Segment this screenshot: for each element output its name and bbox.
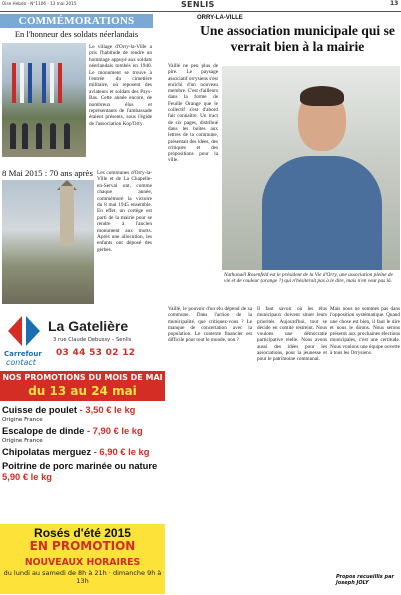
supermarket-ad[interactable] [0,312,165,595]
roses-banner [0,524,165,594]
commemorations-heading: COMMÉMORATIONS [0,14,153,28]
roses-subtitle: EN PROMOTION [29,539,136,553]
header-rule [0,11,401,12]
article-kicker: ORRY-LA-VILLE [197,15,243,21]
shop-address: 3 rue Claude Debussy – Senlis [53,337,132,343]
carrefour-logo-icon [4,312,44,350]
origin-label: Origine France [2,438,43,444]
promo-banner [0,371,165,401]
commemorations-text: Le village d'Orry-la-Ville a pris l'habitude de rendre un hommage appuyé aux soldats néerlandais tombés en 1940. Le monument se trouve à l'entrée du cimetière militaire, où reposent des aviateurs et soldats des Pays-Bas. Cette année encore, de nombreux élus et représentants de l'ambassade étaient présents, sous l'égide de l'association Kop'Orry. [89,44,152,127]
article-column: Vaillé ne peu plus de pire. Le paysage associatif orrysiens s'est enrichi d'un nouveau membre. C'est d'ailleurs dans la forme de Feuille Orange que le collectif s'est d'abord fait connaître. Un tract de six pages, distribué dans les boîtes aux lettres de la commune, présentait des idées, des critiques et des propositions pour la ville. [168,63,218,164]
portrait-photo [222,66,400,270]
promo-item: Chipolatas merguez - 6,90 € le kg [2,446,150,457]
shop-phone: 03 44 53 02 12 [56,348,136,358]
article-signature: Propos recueillis par Joseph JOLY [336,574,394,586]
promo-item: Poitrine de porc marinée ou nature 5,90 € le kg [2,460,158,482]
promo-item: Escalope de dinde - 7,90 € le kg [2,425,143,436]
promo-item: Cuisse de poulet - 3,50 € le kg [2,404,136,415]
city-name: SENLIS [181,0,215,9]
page-number: 13 [390,0,399,7]
article-column: Il faut savoir où les élus municipaux doivent situer leurs priorités. Aujourd'hui, tout se décide en comité restreint. Nous voulons une démocratie participative réelle. Nous avons aussi des idées pour les associations, pour la jeunesse et pour le patrimoine communal. [257,306,327,363]
brand-subname: contact [6,358,36,367]
commemorations-subtitle: En l'honneur des soldats néerlandais [14,29,139,39]
article-column: Vaillé, le pouvoir d'un élu dépend de sa commune. Dans l'action de la municipalité, que critiquez-vous ? Le manque de concertation avec la population. Le contexte financier est difficile pour tout le monde, non ? [168,306,252,344]
roses-title: Rosés d'été 2015 [34,526,131,540]
article-title: Une association municipale qui se verrait bien à la mairie [200,23,395,54]
shop-name: La Gatelière [48,318,129,334]
promo-dates: du 13 au 24 mai [28,384,137,398]
anniversary-text: Les communes d'Orry-la-Ville et de La Chapelle-en-Serval ont, comme chaque année, commémoré la victoire du 8 mai 1945 ensemble. En effet, un cortège est parti de la mairie pour se rendre à l'ancien monument aux morts. Après une allocution, les enfants ont déposé des gerbes. [97,170,152,253]
article-column: Mais nous ne sommes pas dans l'opposition systématique. Quand une chose est bien, il faut le dire et nous le dirons. Nous serons présents aux prochaines élections municipales, c'est une certitude. Nous voulons une équipe ouverte à tous les Orrysiens. [330,306,400,357]
anniversary-heading: 8 Mai 2015 : 70 ans après [2,168,93,178]
ceremony-photo [2,43,86,157]
promo-title: NOS PROMOTIONS DU MOIS DE MAI [2,373,163,382]
village-photo [2,180,94,304]
photo-caption: Nathanaël Rosenfeld est le président de la Vie d'Orry, une association pleine de vie et de couleur (orange ?) qui n'hésiterait pas à le dire, mais n'en veut pas là. [224,272,393,285]
origin-label: Origine France [2,417,43,423]
newspaper-line: Oise Hebdo · N°1106 · 13 mai 2015 [2,1,77,6]
hours-text: du lundi au samedi de 8h à 21h · dimanche 9h à 13h [3,569,162,585]
hours-title: NOUVEAUX HORAIRES [24,557,141,568]
brand-name: Carrefour [4,350,42,358]
